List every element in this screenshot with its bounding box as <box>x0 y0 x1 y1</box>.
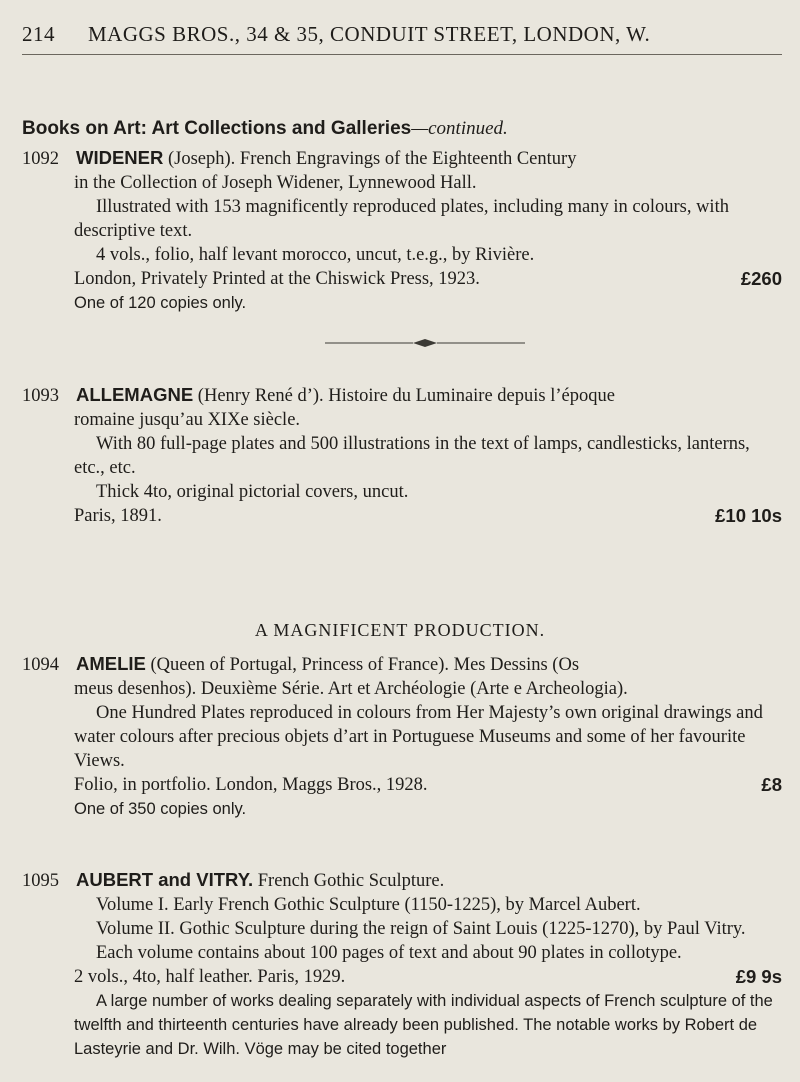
entry-imprint: London, Privately Printed at the Chiswick Press, 1923. <box>74 269 480 289</box>
entry-price: £260 <box>740 268 782 289</box>
entry-description: One Hundred Plates reproduced in colours from Her Majesty’s own original drawings and water colours after precious objets d’art in Portuguese Museums and some of her favourite Views. <box>74 703 763 771</box>
entry-author: AMELIE <box>76 653 146 674</box>
feature-heading: A MAGNIFICENT PRODUCTION. <box>254 620 546 640</box>
entry-title-continued: in the Collection of Joseph Widener, Lynnewood Hall. <box>74 173 477 193</box>
section-title-text: Books on Art: Art Collections and Galleries <box>22 118 412 139</box>
header-rule <box>22 54 782 55</box>
section-title <box>22 118 508 140</box>
entry-title: (Queen of Portugal, Princess of France). Mes Dessins (Os <box>145 655 580 675</box>
catalogue-entry-1092 <box>22 146 782 315</box>
entry-title: (Henry René d’). Histoire du Luminaire depuis l’époque <box>193 386 615 406</box>
entry-description: With 80 full-page plates and 500 illustrations in the text of lamps, candlesticks, lanterns, etc., etc. <box>74 434 750 478</box>
entry-title: French Gothic Sculpture. <box>253 871 445 891</box>
imprint-price-row <box>22 267 782 291</box>
catalogue-entry-1095 <box>22 868 782 1061</box>
entry-imprint: Folio, in portfolio. London, Maggs Bros., 1928. <box>74 775 428 795</box>
continued-label: —continued. <box>411 118 508 139</box>
entry-price: £8 <box>761 774 782 795</box>
entry-author: WIDENER <box>76 147 164 168</box>
entry-volume-1: Volume I. Early French Gothic Sculpture (1150-1225), by Marcel Aubert. <box>96 895 641 915</box>
entry-imprint: Paris, 1891. <box>74 506 162 526</box>
entry-title-continued: romaine jusqu’au XIXe siècle. <box>74 410 301 430</box>
entry-note: One of 120 copies only. <box>74 294 247 312</box>
entry-author: ALLEMAGNE <box>76 384 194 405</box>
entry-description: Illustrated with 153 magnificently reproduced plates, including many in colours, with descriptive text. <box>74 197 729 241</box>
running-header <box>22 22 782 47</box>
catalogue-entry-1094 <box>22 652 782 821</box>
imprint-price-row <box>22 773 782 797</box>
entry-volume-2: Volume II. Gothic Sculpture during the reign of Saint Louis (1225-1270), by Paul Vitry. <box>96 919 746 939</box>
entry-price: £9 9s <box>735 966 782 987</box>
entry-description: Each volume contains about 100 pages of text and about 90 plates in collotype. <box>96 943 682 963</box>
lot-number: 1093 <box>22 386 59 406</box>
section-divider-ornament <box>325 338 525 348</box>
imprint-price-row <box>22 965 782 989</box>
lot-number: 1095 <box>22 871 59 891</box>
entry-imprint: 2 vols., 4to, half leather. Paris, 1929. <box>74 967 346 987</box>
catalogue-entry-1093 <box>22 383 782 528</box>
entry-price: £10 10s <box>715 505 782 526</box>
entry-title: (Joseph). French Engravings of the Eighteenth Century <box>163 149 577 169</box>
entry-note: One of 350 copies only. <box>74 800 247 818</box>
lot-number: 1092 <box>22 149 59 169</box>
entry-format: Thick 4to, original pictorial covers, uncut. <box>96 482 409 502</box>
entry-title-continued: meus desenhos). Deuxième Série. Art et Archéologie (Arte e Archeologia). <box>74 679 628 699</box>
page-number: 214 <box>22 22 55 46</box>
entry-format: 4 vols., folio, half levant morocco, uncut, t.e.g., by Rivière. <box>96 245 535 265</box>
imprint-price-row <box>22 504 782 528</box>
publisher-address: MAGGS BROS., 34 & 35, CONDUIT STREET, LONDON, W. <box>88 22 651 46</box>
lot-number: 1094 <box>22 655 59 675</box>
entry-author: AUBERT and VITRY. <box>76 869 254 890</box>
entry-note: A large number of works dealing separately with individual aspects of French sculpture of the twelfth and thirteenth centuries have already been published. The notable works by Robert de Lasteyrie and Dr. Wilh. Vöge may be cited together <box>74 992 773 1058</box>
